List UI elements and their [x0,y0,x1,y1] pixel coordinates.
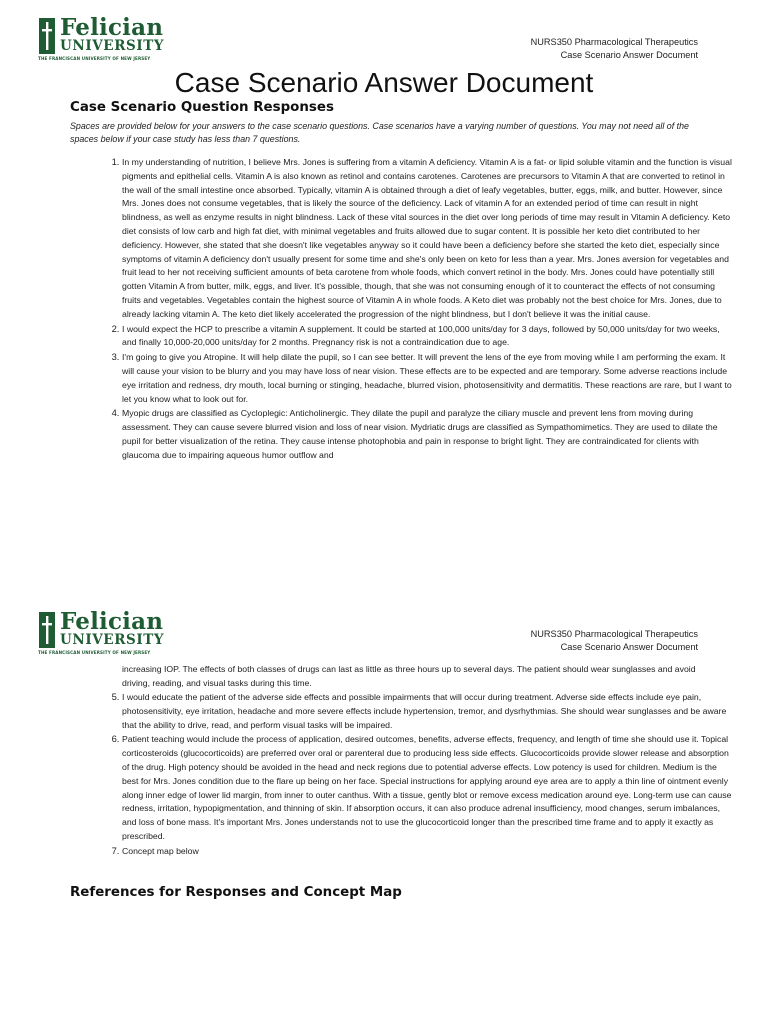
answer-item-3: 3. I'm going to give you Atropine. It will help dilate the pupil, so I can see better. It will prevent the lens of the eye from moving while I am performing the exam. It will cause your vision to be blurry and you may have loss of near vision. These effects are to be expected and are temporary. Some adverse reactions include eye irritation and redness, dry mouth, local burning or stinging, headache, blurred vision, photosensitivity and dermatitis. These reactions are rare, but I want to let you know what to look out for. [122,350,734,406]
answer-item-7: 7. Concept map below [122,844,734,859]
answer-list-continued [86,690,734,859]
answer-item-4: 4. Myopic drugs are classified as Cycloplegic: Anticholinergic. They dilate the pupil and paralyze the ciliary muscle and prevent lens from moving during assessment. They can cause severe blurred vision and loss of near vision. Mydriatic drugs are classified as Sympathomimetics. They are used to dilate the pupil for better visualization of the retina. They cause intense photophobia and pain in response to bright light. They are contraindicated for clients with glaucoma due to impairing aqueous humor outflow and [122,406,734,462]
answer-item-6: 6. Patient teaching would include the process of application, desired outcomes, benefits, adverse effects, frequency, and length of time she should use it. Topical corticosteroids (glucocorticoids) are preferred over oral or parenteral due to producing less side effects. Glucocorticoids provide slower release and absorption of the drug. High potency should be avoided in the head and neck regions due to potential adverse effects. Low potency is used for children. Medium is the best for Mrs. Jones condition due to the flare up being on her face. Special instructions for applying around eye area are to apply a thin line of ointment evenly along inner edge of lower lid margin, from inner to outer canthus. With a tissue, gently blot or remove excess medication around eye. Long-term use can cause redness, irritation, hypopigmentation, and thinning of skin. If absorption occurs, it can also produce adrenal insufficiency, mood changes, serum imbalances, and loss of bone mass. It's important Mrs. Jones understands not to use the glucocorticoid longer than the prescribed time frame and to apply it exactly as prescribed. [122,732,734,843]
answer-4-continuation: increasing IOP. The effects of both classes of drugs can last as little as three hours up to several days. The patient should wear sunglasses and avoid driving, reading, and visual tasks during this time. [122,664,696,688]
cross-icon [38,18,56,54]
page-title: Case Scenario Answer Document [174,67,594,98]
answer-item-2: 2. I would expect the HCP to prescribe a vitamin A supplement. It could be started at 100,000 units/day for 3 days, followed by 50,000 units/day for two weeks, and finally 10,000-20,000 units/day for 2 months. Pregnancy risk is not a contraindication due to age. [122,322,734,351]
document-name: Case Scenario Answer Document [560,642,698,652]
course-name: NURS350 Pharmacological Therapeutics [530,629,698,639]
cross-icon [38,612,56,648]
document-page-2 [0,590,768,1024]
logo-university: UNIVERSITY [60,632,165,648]
answer-item-5: 5. I would educate the patient of the adverse side effects and possible impairments that will occur during treatment. Adverse side effects include eye pain, photosensitivity, eye irritation, headache and more severe effects include hypertension, tremor, and dysrhythmias. She should wear sunglasses and be aware that the ability to drive, read, and perform visual tasks will be impaired. [122,690,734,732]
running-header [531,36,698,62]
logo-tagline: THE FRANCISCAN UNIVERSITY OF NEW JERSEY [38,650,151,655]
answer-list [86,155,734,463]
felician-logo [38,16,168,66]
section-heading-responses: Case Scenario Question Responses [70,100,334,115]
course-name: NURS350 Pharmacological Therapeutics [530,37,698,47]
instructions-text: Spaces are provided below for your answers to the case scenario questions. Case scenarios have a varying number of questions. You may not need all of the spaces below if your case study has less than 7 questions. [70,121,689,144]
logo-university: UNIVERSITY [60,38,165,54]
running-header [531,628,698,654]
logo-wordmark: Felician [60,608,164,635]
document-name: Case Scenario Answer Document [560,50,698,60]
logo-wordmark: Felician [60,14,164,41]
logo-tagline: THE FRANCISCAN UNIVERSITY OF NEW JERSEY [38,56,151,61]
felician-logo [38,610,168,660]
answer-item-1: 1. In my understanding of nutrition, I believe Mrs. Jones is suffering from a vitamin A deficiency. Vitamin A is a fat- or lipid soluble vitamin and the function is visual pigments and epithelial cells. Vitamin A is also known as retinol and contains carotenes. Carotenes are precursors to Vitamin A that are converted to retinol in the wall of the small intestine once absorbed. Typically, vitamin A is obtained through a diet of leafy vegetables, butter, eggs, milk, and butter. However, since Mrs. Jones does not consume vegetables, that is likely the source of the deficiency. Lack of vitamin A for an extended period of time can result in night blindness, as well as enzyme results in night blindness. Lack of these vital sources in the diet over long periods of time may result in Vitamin A deficiency. Keto diet consists of low carb and high fat diet, with minimal vegetables and fruits allowed due to sugar content. It is possible her keto diet contributed to her deficiency. However, she stated that she doesn't like vegetables anyway so it could have been a deficiency before she started the keto diet, especially since symptoms of vitamin A deficiency don't usually present for some time and she's only been on keto for less than a year. Mrs. Jones aversion for vegetables and fruit lead to her not receiving sufficient amounts of beta carotene from whole foods, which convert retinol in the body. Mrs. Jones could have potentially still gotten Vitamin A from butter, milk, eggs, and liver. It's possible, though, that she was not consuming enough of it to counteract the effects of not consuming fruits and vegetables. Vegetables contain the highest source of Vitamin A in whole foods. A Keto diet was probably not the best choice for Mrs. Jones, due to already lacking vitamin A. The keto diet likely accelerated the progression of the night blindness, but I don't believe it was the initial cause. [122,155,734,322]
section-heading-references: References for Responses and Concept Map [70,885,402,900]
